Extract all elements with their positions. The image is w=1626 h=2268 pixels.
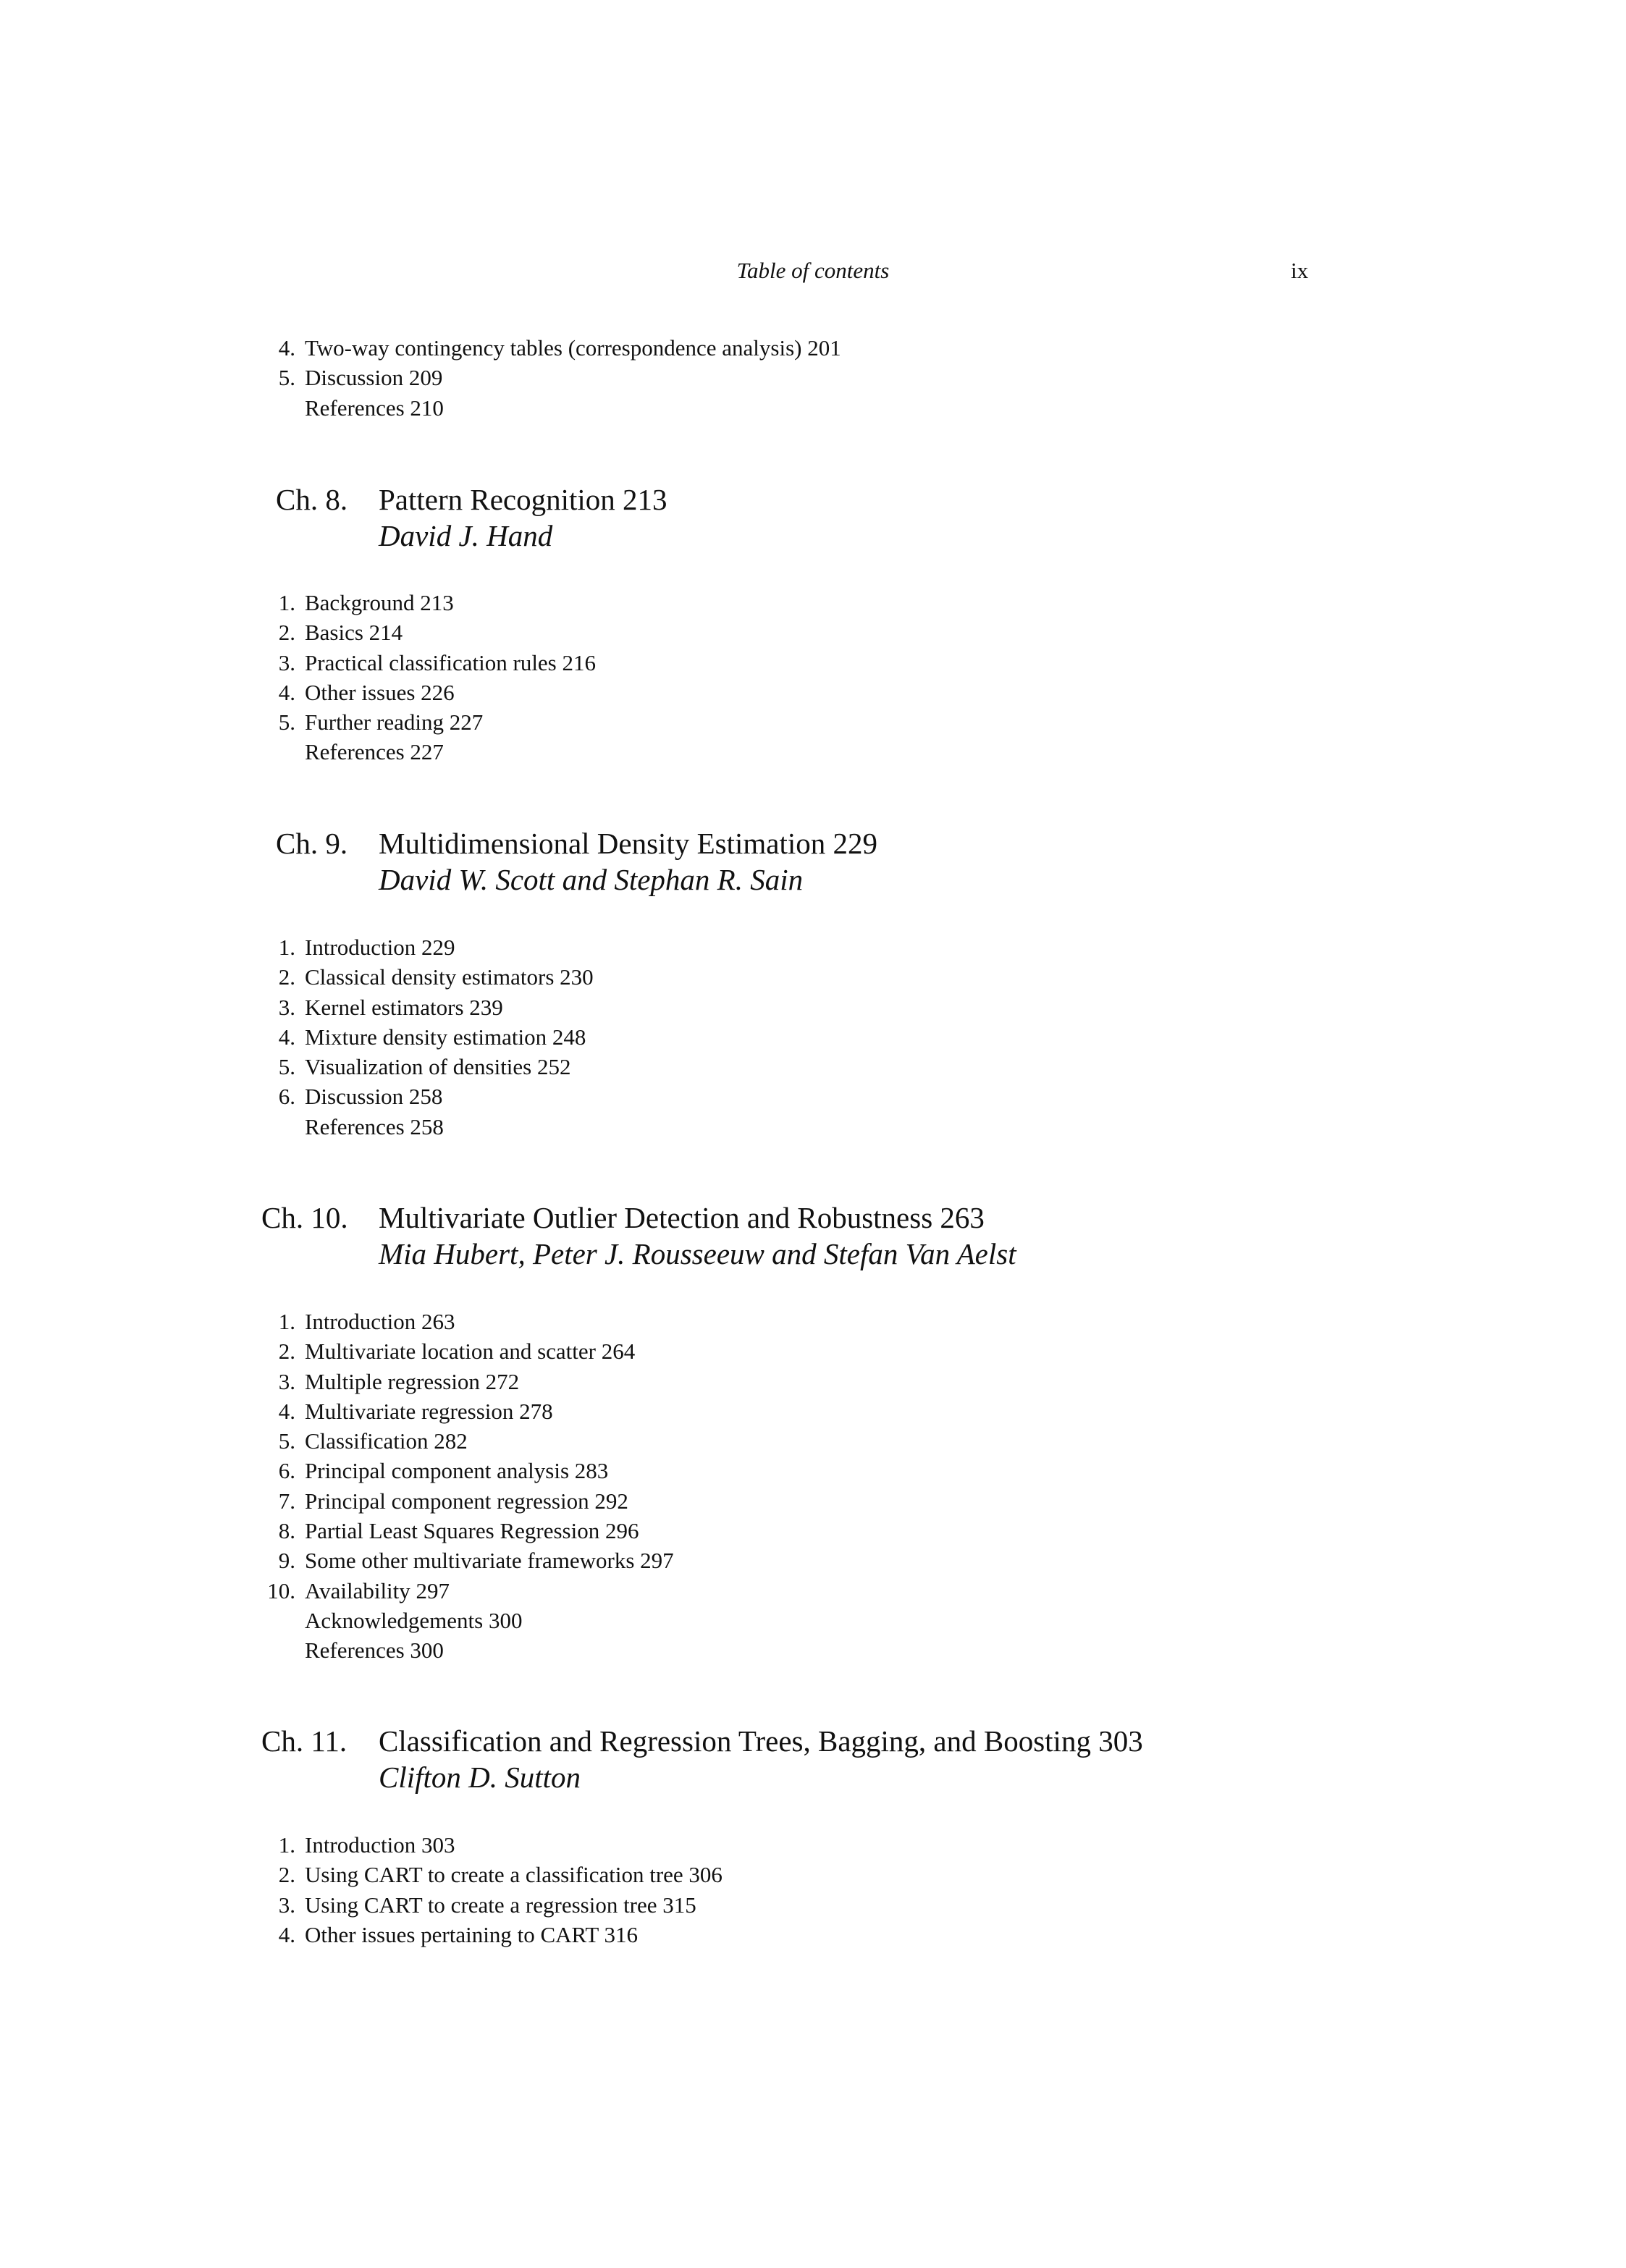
toc-entry[interactable] (0, 648, 1626, 678)
section-title: Multiple regression 272 (305, 1368, 520, 1394)
toc-entry[interactable] (0, 1052, 1626, 1082)
section-number: 5. (278, 1428, 295, 1454)
toc-entry[interactable] (0, 1576, 1626, 1606)
toc-entry[interactable] (0, 1606, 1626, 1635)
chapter-label: Ch. 9. (276, 827, 348, 860)
section-title: Visualization of densities 252 (305, 1054, 571, 1080)
section-title: References 300 (305, 1637, 444, 1664)
toc-entry[interactable] (0, 1486, 1626, 1516)
chapter-title: Pattern Recognition 213 (379, 483, 667, 516)
chapter-11-sections (0, 1830, 1626, 1949)
toc-entry[interactable] (0, 932, 1626, 962)
section-number: 3. (278, 649, 295, 675)
section-number: 2. (278, 1862, 295, 1888)
section-number: 1. (278, 1309, 295, 1334)
section-title: Some other multivariate frameworks 297 (305, 1548, 674, 1574)
section-title: Two-way contingency tables (correspondence analysis) 201 (305, 335, 841, 361)
toc-entry[interactable] (0, 1860, 1626, 1889)
section-title: Principal component regression 292 (305, 1488, 628, 1514)
section-number: 3. (278, 1892, 295, 1918)
toc-entry[interactable] (0, 1082, 1626, 1111)
section-number: 2. (278, 620, 295, 646)
section-title: Kernel estimators 239 (305, 994, 503, 1020)
section-title: References 227 (305, 739, 444, 765)
section-title: Practical classification rules 216 (305, 649, 597, 675)
chapter-heading-9[interactable] (0, 825, 1626, 898)
toc-entry[interactable] (0, 363, 1626, 392)
section-title: References 210 (305, 395, 444, 421)
running-head (0, 255, 1626, 287)
toc-entry[interactable] (0, 1920, 1626, 1949)
toc-entry[interactable] (0, 1635, 1626, 1665)
section-title: Further reading 227 (305, 709, 484, 735)
section-title: Multivariate location and scatter 264 (305, 1339, 636, 1365)
section-number: 5. (278, 365, 295, 391)
prev-chapter-sections (0, 333, 1626, 423)
section-title: Classification 282 (305, 1428, 468, 1454)
toc-entry[interactable] (0, 1516, 1626, 1546)
toc-entry[interactable] (0, 962, 1626, 992)
section-title: Other issues pertaining to CART 316 (305, 1921, 638, 1947)
section-number: 2. (278, 964, 295, 990)
section-number: 10. (267, 1577, 295, 1603)
chapter-title: Multivariate Outlier Detection and Robustness 263 (379, 1201, 985, 1234)
chapter-title: Classification and Regression Trees, Bagging, and Boosting 303 (379, 1724, 1143, 1758)
section-title: Multivariate regression 278 (305, 1398, 553, 1424)
section-title: Partial Least Squares Regression 296 (305, 1518, 639, 1544)
toc-entry[interactable] (0, 617, 1626, 647)
toc-entry[interactable] (0, 1307, 1626, 1336)
chapter-heading-8[interactable] (0, 481, 1626, 554)
section-title: Using CART to create a classification tree 306 (305, 1862, 723, 1888)
section-number: 8. (278, 1518, 295, 1544)
section-number: 3. (278, 994, 295, 1020)
page-number: ix (1291, 258, 1309, 283)
section-number: 6. (278, 1084, 295, 1110)
section-title: Introduction 263 (305, 1309, 455, 1334)
toc-entry[interactable] (0, 1546, 1626, 1575)
chapter-author: David W. Scott and Stephan R. Sain (379, 863, 804, 896)
chapter-label: Ch. 11. (261, 1724, 347, 1758)
section-title: Principal component analysis 283 (305, 1458, 609, 1484)
section-number: 6. (278, 1458, 295, 1484)
toc-entry[interactable] (0, 1890, 1626, 1920)
toc-entry[interactable] (0, 1022, 1626, 1052)
section-title: Discussion 258 (305, 1084, 443, 1110)
section-number: 4. (278, 335, 295, 361)
section-title: Background 213 (305, 590, 454, 615)
section-title: Discussion 209 (305, 365, 443, 391)
section-title: Using CART to create a regression tree 315 (305, 1892, 696, 1918)
section-number: 4. (278, 1398, 295, 1424)
section-title: Other issues 226 (305, 679, 455, 705)
section-number: 3. (278, 1368, 295, 1394)
chapter-author: David J. Hand (379, 519, 553, 552)
chapter-8-sections (0, 588, 1626, 767)
toc-entry[interactable] (0, 588, 1626, 617)
chapter-10-sections (0, 1307, 1626, 1666)
section-number: 2. (278, 1339, 295, 1365)
toc-entry[interactable] (0, 1336, 1626, 1366)
running-title: Table of contents (736, 258, 890, 283)
section-title: References 258 (305, 1113, 444, 1139)
chapter-heading-11[interactable] (0, 1723, 1626, 1795)
toc-entry[interactable] (0, 1367, 1626, 1396)
section-number: 1. (278, 1832, 295, 1858)
chapter-author: Clifton D. Sutton (379, 1761, 581, 1794)
toc-entry[interactable] (0, 737, 1626, 767)
toc-entry[interactable] (0, 992, 1626, 1022)
section-number: 5. (278, 709, 295, 735)
section-number: 4. (278, 679, 295, 705)
toc-entry[interactable] (0, 333, 1626, 363)
section-number: 4. (278, 1921, 295, 1947)
toc-entry[interactable] (0, 678, 1626, 707)
toc-entry[interactable] (0, 707, 1626, 737)
section-title: Mixture density estimation 248 (305, 1024, 586, 1050)
toc-entry[interactable] (0, 1456, 1626, 1485)
section-number: 4. (278, 1024, 295, 1050)
section-title: Basics 214 (305, 620, 403, 646)
chapter-label: Ch. 8. (276, 483, 348, 516)
section-number: 1. (278, 590, 295, 615)
toc-entry[interactable] (0, 393, 1626, 423)
section-number: 9. (278, 1548, 295, 1574)
section-title: Introduction 229 (305, 935, 455, 960)
section-title: Availability 297 (305, 1577, 450, 1603)
section-title: Acknowledgements 300 (305, 1607, 523, 1633)
toc-entry[interactable] (0, 1830, 1626, 1860)
chapter-heading-10[interactable] (0, 1200, 1626, 1272)
toc-entry[interactable] (0, 1426, 1626, 1456)
section-title: Classical density estimators 230 (305, 964, 594, 990)
chapter-title: Multidimensional Density Estimation 229 (379, 827, 877, 860)
section-number: 7. (278, 1488, 295, 1514)
chapter-label: Ch. 10. (261, 1201, 348, 1234)
section-number: 1. (278, 935, 295, 960)
section-title: Introduction 303 (305, 1832, 455, 1858)
toc-entry[interactable] (0, 1112, 1626, 1142)
chapter-author: Mia Hubert, Peter J. Rousseeuw and Stefan Van Aelst (379, 1237, 1016, 1270)
chapter-9-sections (0, 932, 1626, 1142)
toc-entry[interactable] (0, 1396, 1626, 1426)
section-number: 5. (278, 1054, 295, 1080)
